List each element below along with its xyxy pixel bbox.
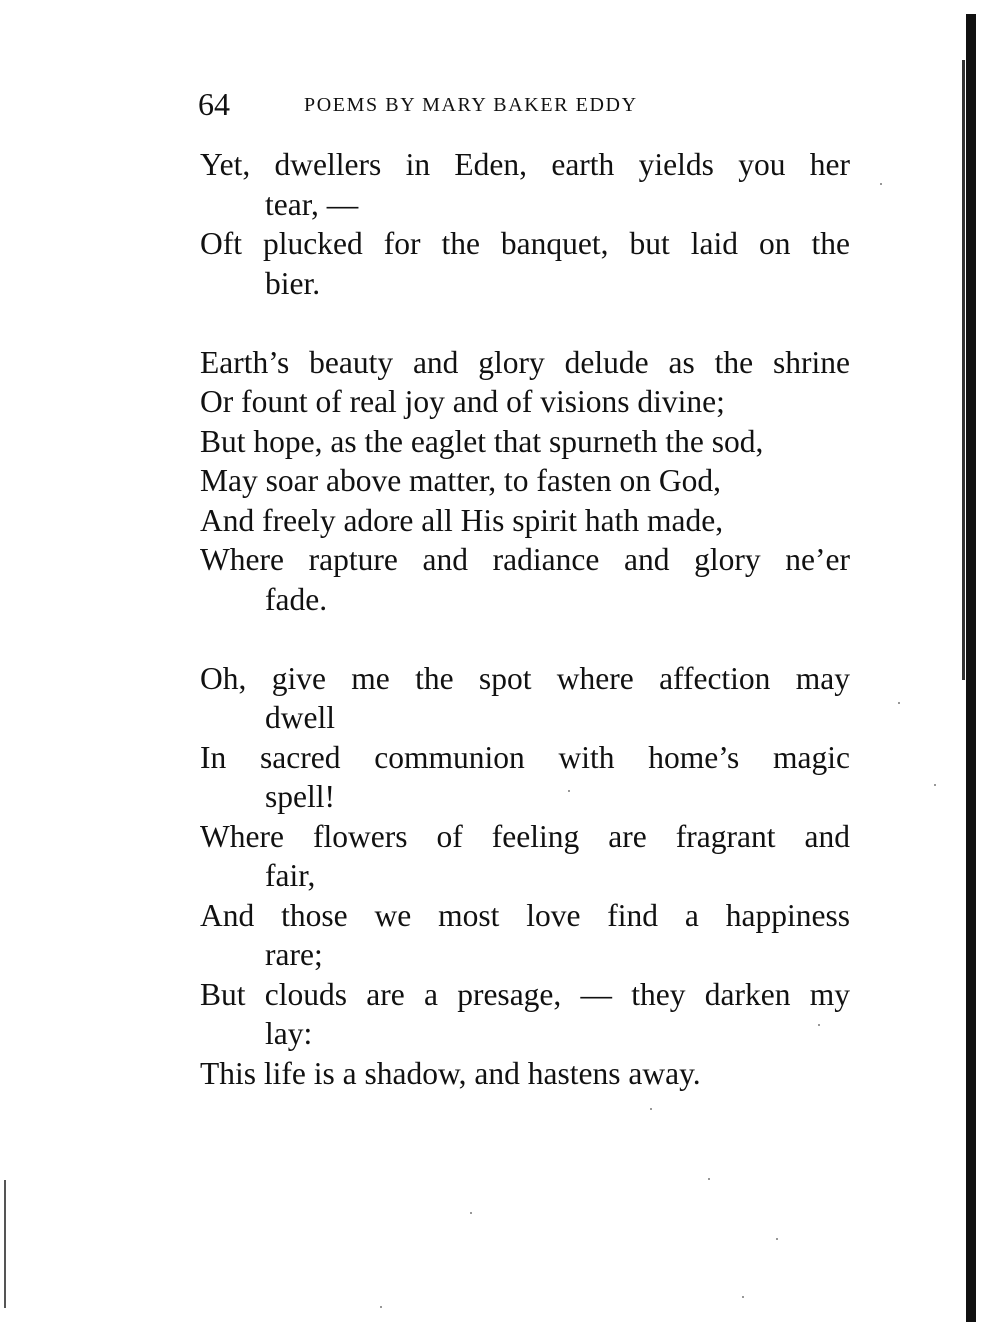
verse-line: Oh, give me the spot where affection may xyxy=(200,660,850,696)
verse-line: Or fount of real joy and of visions divine; xyxy=(200,384,725,419)
verse-continuation: fade. xyxy=(265,581,328,617)
page-edge-shadow-inner xyxy=(962,60,965,680)
verse-line: This life is a shadow, and hastens away. xyxy=(200,1055,701,1091)
verse-line: And freely adore all His spirit hath made, xyxy=(200,502,724,538)
page-number: 64 xyxy=(198,86,230,122)
verse-continuation: spell! xyxy=(265,779,335,814)
scan-speck xyxy=(898,702,900,704)
scan-speck xyxy=(880,183,882,185)
verse-continuation: dwell xyxy=(265,700,335,735)
running-title: POEMS BY MARY BAKER EDDY xyxy=(304,94,638,116)
verse-line: And those we most love find a happiness xyxy=(200,897,850,933)
verse-line: But clouds are a presage, — they darken my xyxy=(200,976,850,1012)
verse-continuation: lay: xyxy=(265,1016,313,1051)
verse-line: May soar above matter, to fasten on God, xyxy=(200,463,721,498)
verse-line: Yet, dwellers in Eden, earth yields you her xyxy=(200,147,850,182)
scan-speck xyxy=(776,1238,778,1240)
scan-speck xyxy=(470,1212,472,1214)
verse-continuation: bier. xyxy=(265,265,321,301)
verse-continuation: tear, — xyxy=(265,186,359,222)
verse-line: In sacred communion with home’s magic xyxy=(200,739,850,775)
verse-line: Where rapture and radiance and glory ne’er xyxy=(200,542,850,577)
verse-line: Earth’s beauty and glory delude as the shrine xyxy=(200,344,850,380)
verse-continuation: rare; xyxy=(265,937,323,972)
poem-body xyxy=(200,145,850,1093)
stanza-2 xyxy=(200,343,850,620)
scan-speck xyxy=(934,784,936,786)
scan-speck xyxy=(708,1178,710,1180)
verse-continuation: fair, xyxy=(265,858,316,893)
verse-line: Oft plucked for the banquet, but laid on the xyxy=(200,226,850,261)
scan-artifact-left xyxy=(4,1180,6,1308)
verse-line: But hope, as the eaglet that spurneth the sod, xyxy=(200,423,764,459)
scan-speck xyxy=(380,1306,382,1308)
page-header xyxy=(198,86,858,122)
scan-speck xyxy=(742,1296,744,1298)
stanza-3 xyxy=(200,659,850,1094)
page-edge-shadow xyxy=(966,14,976,1322)
stanza-1 xyxy=(200,145,850,303)
verse-line: Where flowers of feeling are fragrant and xyxy=(200,818,850,854)
scan-speck xyxy=(650,1108,652,1110)
